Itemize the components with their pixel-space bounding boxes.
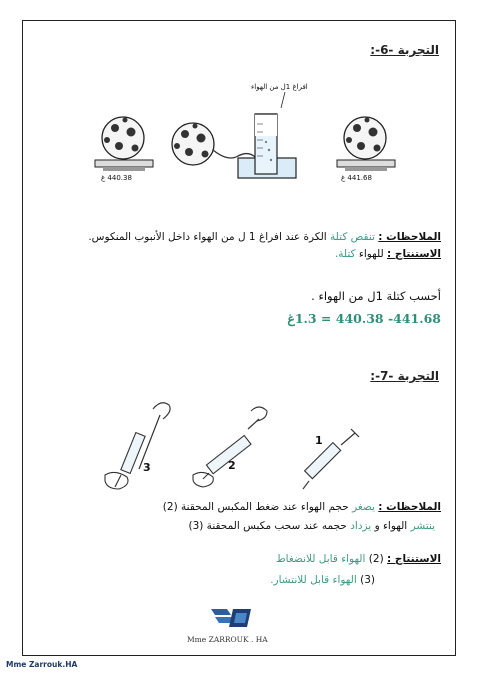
exp6-observation: [88, 231, 441, 243]
exp6-obs-word-2: كتلة: [330, 231, 348, 243]
exp6-conc-word-1: للهواء: [358, 248, 384, 260]
syringe-1: [303, 429, 359, 489]
exp7-conclusion-line-1: [276, 553, 441, 565]
exp6-conc-word-2: كتلة.: [334, 248, 356, 260]
exp7-conc-num-2: (3): [360, 574, 375, 586]
ball-on-scale-left: [95, 117, 153, 171]
logo-text: Mme ZARROUK . HA: [187, 635, 268, 644]
footer-credit: Mme Zarrouk.HA: [6, 660, 78, 669]
exp7-conclusion-label: الاستنتاج :: [387, 553, 441, 565]
experiment-7-title: التجربة -7-:: [370, 369, 439, 383]
exp7-obs-word-1: يصغر: [352, 501, 375, 513]
scale-reading-right: 441.68 غ: [341, 174, 372, 182]
exp7-obs-text-2: الهواء و: [374, 520, 408, 532]
experiment-6-diagram: [23, 76, 457, 236]
exp7-observation-line-1: [163, 501, 441, 513]
exp6-question: أحسب كتلة 1ل من الهواء .: [311, 289, 441, 303]
water-tank: [238, 92, 296, 178]
exp7-conc-text-2: الهواء قابل للانتشار.: [270, 574, 357, 586]
exp7-observation-line-2: [188, 520, 435, 532]
syringe-label-3: 3: [143, 461, 151, 474]
ball-on-scale-right: [337, 117, 395, 171]
exp7-obs-text-1: حجم الهواء عند ضغط المكبس المحقنة (2): [162, 501, 349, 513]
exp6-obs-text: الكرة عند افراغ 1 ل من الهواء داخل الأنبوب المنكوس.: [88, 231, 327, 243]
exp7-obs-word-3: يزداد: [350, 520, 372, 532]
exp7-conclusion-line-2: [270, 574, 375, 586]
logo-emblem: [209, 605, 255, 631]
exp6-answer: 441.68- 440.38 = 1.3غ: [287, 311, 441, 326]
exp6-conclusion: [335, 248, 441, 260]
exp7-obs-word-2: ينتشر: [410, 520, 435, 532]
ball-middle: [172, 123, 214, 165]
exp7-conc-text-1: الهواء قابل للانضغاط: [275, 553, 366, 565]
exp6-observation-label: الملاحظات :: [378, 231, 441, 243]
syringe-2: [193, 407, 267, 487]
experiment-6-title: التجربة -6-:: [370, 43, 439, 57]
worksheet-page: [22, 20, 456, 656]
exp7-conc-num-1: (2): [368, 553, 384, 565]
tube-label: افراغ 1ل من الهواء: [251, 83, 308, 91]
exp7-observation-label: الملاحظات :: [378, 501, 441, 513]
syringe-label-2: 2: [228, 459, 236, 472]
exp6-conclusion-label: الاستنتاج :: [387, 248, 441, 260]
syringe-3: [105, 403, 170, 489]
experiment-7-diagram: [23, 389, 457, 499]
scale-reading-left: 440.38 غ: [101, 174, 132, 182]
syringe-label-1: 1: [315, 434, 323, 447]
exp7-obs-text-3: حجمه عند سحب مكبس المحقنة (3): [188, 520, 347, 532]
exp6-obs-word-1: تنقص: [350, 231, 375, 243]
